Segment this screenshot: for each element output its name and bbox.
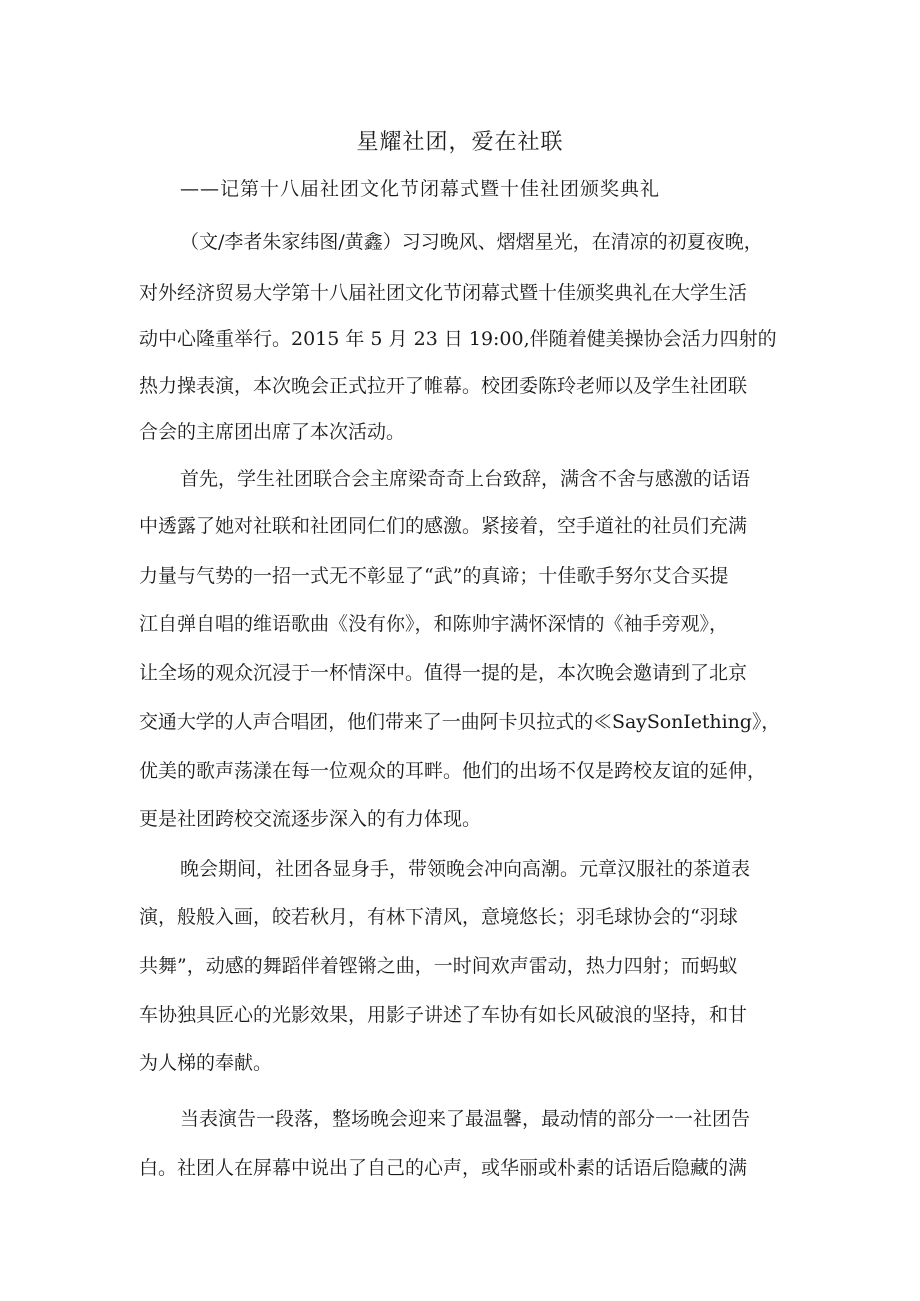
body-line: 为人梯的奉献。 — [139, 1052, 273, 1074]
article-title: 星耀社团，爱在社联 — [356, 130, 564, 155]
body-line: 热力操表演，本次晚会正式拉开了帷幕。校团委陈玲老师以及学生社团联 — [139, 375, 748, 397]
body-line: 首先，学生社团联合会主席梁奇奇上台致辞，满含不舍与感激的话语 — [180, 468, 751, 490]
body-line: 共舞”，动感的舞蹈伴着铿锵之曲，一时间欢声雷动，热力四射；而蚂蚁 — [139, 955, 738, 977]
body-line: 优美的歌声荡漾在每一位观众的耳畔。他们的出场不仅是跨校友谊的延伸， — [139, 760, 767, 782]
body-line: 合会的主席团出席了本次活动。 — [139, 421, 406, 443]
body-line: 白。社团人在屏幕中说出了自己的心声，或华丽或朴素的话语后隐藏的满 — [139, 1157, 748, 1179]
article-subtitle: ——记第十八届社团文化节闭幕式暨十佳社团颁奖典礼 — [180, 178, 661, 200]
body-line: 晚会期间，社团各显身手，带领晚会冲向高潮。元章汉服社的茶道表 — [180, 858, 751, 880]
body-line: 演，般般入画，皎若秋月，有林下清风，意境悠长；羽毛球协会的“羽球 — [139, 906, 738, 928]
body-line: 江自弹自唱的维语歌曲《没有你》，和陈帅宇满怀深情的《袖手旁观》， — [139, 613, 729, 635]
body-line: （文/李者朱家纬图/黄鑫）习习晚风、熠熠星光，在清凉的初夏夜晚， — [180, 231, 763, 253]
body-line: 让全场的观众沉浸于一杯情深中。值得一提的是，本次晚会邀请到了北京 — [139, 662, 748, 684]
body-line: 对外经济贸易大学第十八届社团文化节闭幕式暨十佳颁奖典礼在大学生活 — [139, 282, 748, 304]
body-line: 力量与气势的一招一式无不彰显了“武”的真谛；十佳歌手努尔艾合买提 — [139, 565, 729, 587]
body-line: 交通大学的人声合唱团，他们带来了一曲阿卡贝拉式的≪SaySonIething》， — [139, 711, 781, 733]
body-line: 当表演告一段落，整场晚会迎来了最温馨，最动情的部分一一社团告 — [180, 1108, 751, 1130]
body-line: 中透露了她对社联和社团同仁们的感激。紧接着，空手道社的社员们充满 — [139, 515, 748, 537]
body-line: 更是社团跨校交流逐步深入的有力体现。 — [139, 808, 482, 830]
body-line: 动中心隆重举行。2015 年 5 月 23 日 19:00,伴随着健美操协会活力四射的 — [139, 328, 777, 350]
body-line: 车协独具匠心的光影效果，用影子讲述了车协有如长风破浪的坚持，和甘 — [139, 1004, 748, 1026]
